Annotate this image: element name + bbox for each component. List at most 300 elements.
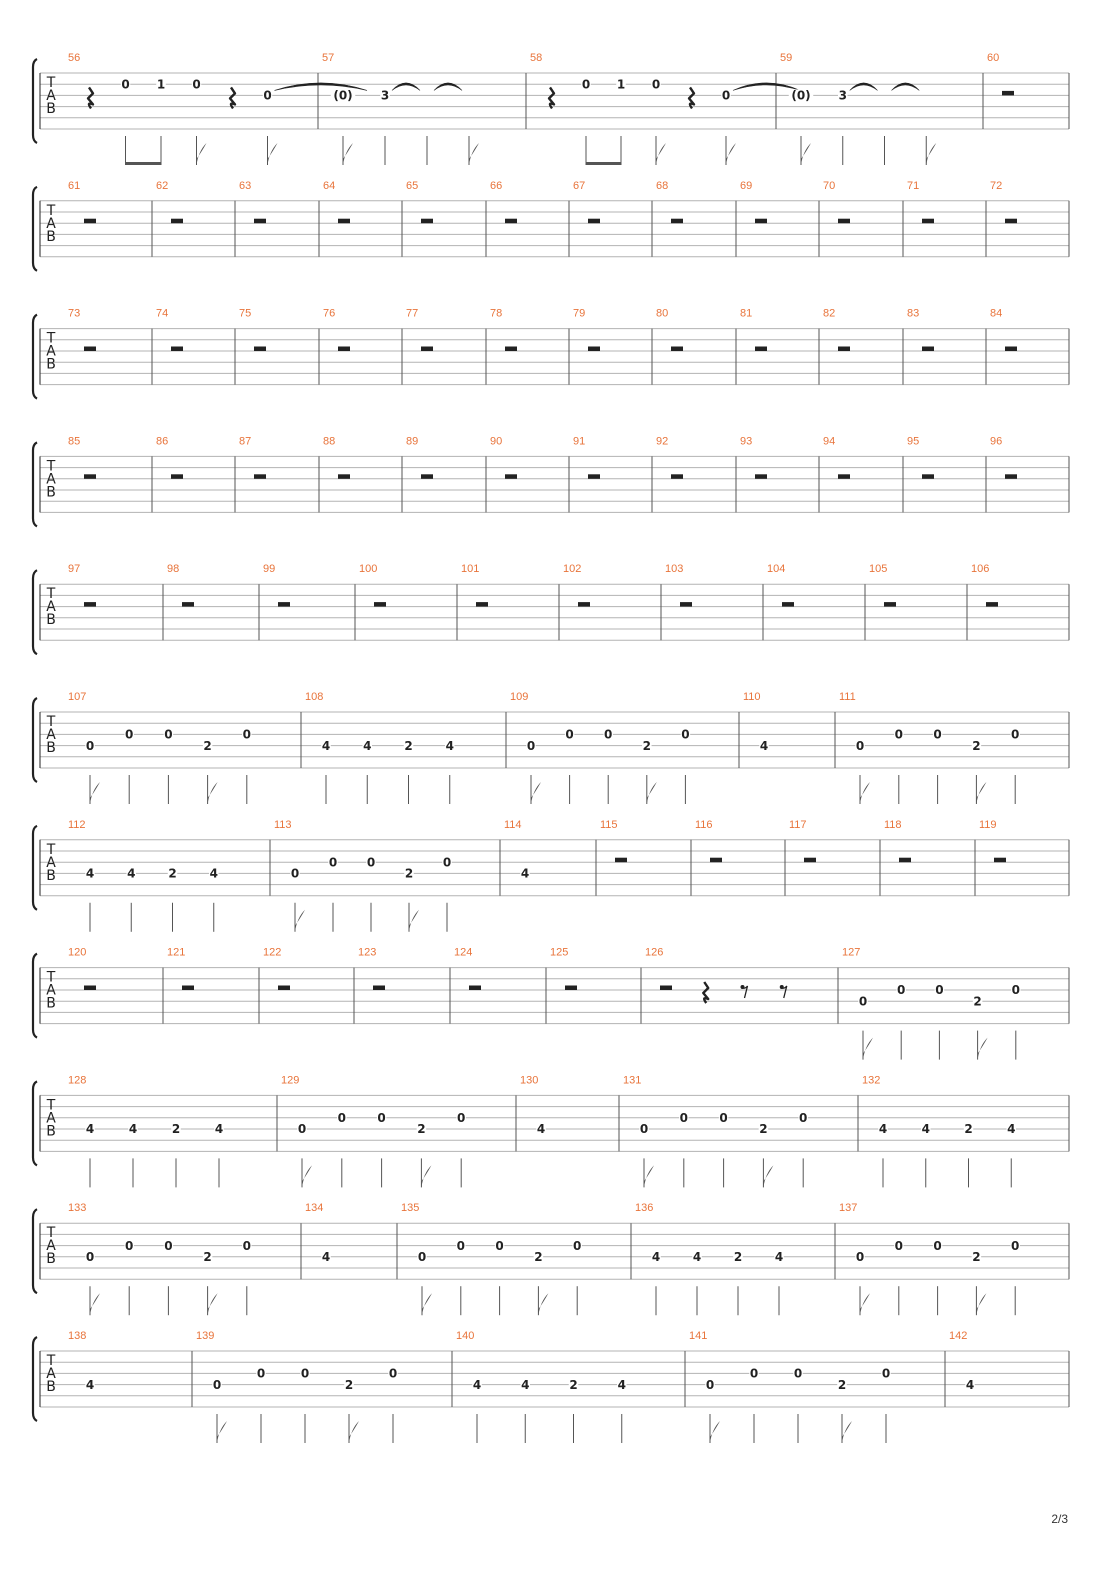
measure-number: 78	[490, 307, 503, 320]
half-rest	[171, 347, 183, 352]
fret-number: 4	[965, 1377, 975, 1392]
measure-number: 133	[68, 1202, 87, 1215]
fret-number: 3	[838, 88, 847, 103]
half-rest	[84, 986, 96, 991]
fret-number: 4	[214, 1122, 224, 1137]
fret-number: 0	[894, 727, 903, 742]
measure-number: 80	[656, 307, 669, 320]
half-rest	[588, 347, 600, 352]
system-bracket	[33, 187, 37, 271]
beam	[126, 162, 162, 165]
half-rest	[421, 219, 433, 224]
measure	[842, 947, 1069, 1060]
fret-number: 0	[417, 1250, 427, 1264]
fret-number: 3	[380, 88, 390, 103]
measure-number: 104	[767, 563, 786, 576]
system-bracket	[33, 1081, 37, 1165]
measure-number: 72	[990, 179, 1003, 192]
half-rest	[338, 474, 350, 479]
half-rest	[374, 602, 386, 607]
fret-number: 0	[242, 727, 251, 742]
tab-clef-letter: B	[46, 1123, 56, 1140]
measure-number: 88	[323, 435, 336, 448]
fret-number: 0	[565, 727, 574, 742]
eighth-flag	[208, 782, 218, 804]
measure-number: 99	[263, 563, 276, 576]
fret-number: 2	[569, 1377, 578, 1392]
fret-number: 2	[417, 1122, 426, 1137]
measure	[322, 52, 526, 165]
measure-number: 119	[979, 818, 997, 831]
eighth-flag	[295, 910, 305, 932]
tab-clef-letter: T	[46, 841, 56, 858]
half-rest	[838, 474, 850, 479]
eighth-flag	[302, 1165, 312, 1187]
measure-number: 61	[68, 179, 81, 192]
measure-number: 73	[68, 307, 81, 320]
tab-clef-letter: T	[46, 458, 56, 475]
fret-number: 2	[964, 1122, 973, 1137]
quarter-rest	[689, 87, 694, 108]
measure-number: 94	[823, 435, 836, 448]
tab-clef-letter: A	[46, 599, 56, 616]
fret-number: 0	[749, 1366, 759, 1381]
eighth-flag	[538, 1293, 548, 1315]
half-rest	[182, 602, 194, 607]
fret-number: 2	[534, 1250, 543, 1264]
measure	[68, 52, 367, 165]
tab-clef-letter: A	[46, 854, 56, 871]
measure	[635, 1202, 835, 1315]
measure-number: 117	[789, 818, 807, 831]
half-rest	[254, 347, 266, 352]
half-rest	[338, 219, 350, 224]
system-bracket	[33, 698, 37, 782]
measure-number: 103	[665, 563, 684, 576]
measure-number: 90	[490, 435, 503, 448]
half-rest	[588, 474, 600, 479]
tab-clef-letter: A	[46, 1238, 56, 1255]
fret-number: 4	[445, 738, 454, 753]
measure-number: 131	[623, 1074, 642, 1087]
tab-system	[33, 1074, 1069, 1187]
measure-number: 135	[401, 1202, 420, 1215]
half-rest	[505, 219, 517, 224]
measure-number: 121	[167, 946, 186, 959]
fret-number: 2	[642, 738, 651, 753]
fret-number: 4	[363, 738, 372, 753]
measure	[68, 691, 301, 804]
tab-system	[33, 947, 1069, 1060]
half-rest	[578, 602, 590, 607]
measure-number: 60	[987, 52, 1000, 64]
tab-clef-letter: B	[46, 867, 56, 884]
fret-number: 0	[442, 855, 452, 870]
tab-clef-letter: T	[46, 714, 56, 730]
measure	[780, 52, 983, 165]
tab-clef-letter: B	[46, 356, 56, 373]
system-bracket	[33, 954, 37, 1038]
measure	[68, 1202, 301, 1315]
measure-number: 128	[68, 1074, 87, 1087]
fret-number: 2	[203, 1250, 212, 1264]
measure-number: 112	[68, 818, 86, 831]
system-bracket	[33, 570, 37, 654]
half-rest	[1005, 347, 1017, 352]
measure-number: 86	[156, 435, 169, 448]
measure-number: 79	[573, 307, 586, 320]
fret-number: 1	[156, 77, 166, 92]
system-bracket	[33, 826, 37, 910]
half-rest	[1002, 91, 1014, 96]
half-rest	[671, 347, 683, 352]
half-rest	[469, 986, 481, 991]
measure-number: 91	[573, 435, 586, 448]
half-rest	[922, 347, 934, 352]
eighth-rest	[742, 986, 748, 998]
tab-clef-letter: T	[46, 75, 56, 91]
fret-number: 0	[604, 727, 613, 742]
fret-number: 0	[388, 1366, 398, 1381]
fret-number: 0	[495, 1238, 504, 1253]
fret-number: 4	[85, 1122, 95, 1137]
fret-number: 0	[192, 77, 201, 92]
fret-number: 0	[793, 1366, 803, 1381]
measure-number: 66	[490, 179, 503, 192]
fret-number: 0	[933, 727, 942, 742]
quarter-rest	[549, 87, 554, 108]
half-rest	[84, 219, 96, 224]
eighth-flag	[90, 782, 100, 804]
tab-clef-letter: A	[46, 727, 56, 743]
eighth-rest	[781, 986, 787, 998]
tab-clef-letter: A	[46, 982, 56, 999]
half-rest	[254, 219, 266, 224]
fret-number: 0	[651, 77, 661, 92]
fret-number: 0	[121, 77, 130, 92]
fret-number: 4	[536, 1122, 546, 1137]
measure-number: 113	[274, 818, 292, 831]
measure	[274, 819, 500, 932]
measure-number: 89	[406, 435, 419, 448]
fret-number: 0	[581, 77, 591, 92]
measure-number: 87	[239, 435, 252, 448]
measure-number: 109	[510, 691, 529, 703]
half-rest	[84, 602, 96, 607]
half-rest	[922, 219, 934, 224]
system-bracket	[33, 1337, 37, 1421]
measure-number: 142	[949, 1330, 968, 1342]
tab-system	[33, 819, 1069, 932]
eighth-flag	[349, 1421, 359, 1443]
half-rest	[615, 858, 627, 863]
fret-number: 0	[639, 1122, 649, 1137]
fret-number: 2	[972, 1250, 981, 1264]
measure-number: 111	[839, 691, 856, 703]
half-rest	[278, 602, 290, 607]
half-rest	[899, 858, 911, 863]
half-rest	[476, 602, 488, 607]
half-rest	[171, 219, 183, 224]
system-bracket	[33, 442, 37, 526]
eighth-flag	[801, 143, 811, 165]
fret-number: 4	[209, 866, 218, 881]
measure	[862, 1074, 1069, 1187]
eighth-flag	[863, 1038, 873, 1060]
half-rest	[505, 347, 517, 352]
eighth-flag	[208, 1293, 218, 1315]
half-rest	[84, 347, 96, 352]
tab-clef-letter: B	[46, 612, 56, 629]
measure-number: 120	[68, 946, 87, 959]
measure-number: 83	[907, 307, 920, 320]
measure-number: 122	[263, 946, 282, 959]
measure-number: 77	[406, 307, 419, 320]
measure-number: 93	[740, 435, 753, 448]
beam	[586, 162, 621, 165]
tab-clef-letter: T	[46, 1353, 56, 1369]
measure-number: 126	[645, 946, 664, 959]
half-rest	[1005, 474, 1017, 479]
half-rest	[804, 858, 816, 863]
fret-number: 2	[972, 738, 981, 753]
tab-clef-letter: T	[46, 1225, 56, 1242]
tab-clef-letter: B	[46, 101, 56, 117]
measure-number: 105	[869, 563, 888, 576]
fret-number: 0	[855, 1250, 865, 1264]
half-rest	[782, 602, 794, 607]
tab-clef-letter: A	[46, 1110, 56, 1127]
fret-number: 0	[85, 738, 95, 753]
measure	[510, 691, 739, 804]
tab-clef-letter: T	[46, 1097, 56, 1114]
fret-number: 4	[878, 1122, 888, 1137]
measure-number: 127	[842, 946, 861, 959]
measure-number: 136	[635, 1202, 654, 1215]
fret-number: 0	[1011, 983, 1020, 998]
fret-number: 4	[321, 1250, 331, 1264]
measure	[456, 1330, 685, 1443]
fret-number: 0	[573, 1238, 582, 1253]
fret-number: 0	[721, 88, 731, 103]
fret-number: 0	[164, 727, 173, 742]
fret-number: 4	[774, 1250, 784, 1264]
tab-clef-letter: T	[46, 202, 56, 219]
measure-number: 75	[239, 307, 252, 320]
half-rest	[421, 474, 433, 479]
measure-number: 118	[884, 818, 902, 831]
measure-number: 65	[406, 179, 419, 192]
fret-number: 0	[1011, 727, 1020, 742]
fret-number: 0	[328, 855, 338, 870]
fret-number: 2	[171, 1122, 181, 1137]
measure-number: 57	[322, 52, 335, 64]
measure	[196, 1330, 452, 1443]
measure-number: 100	[359, 563, 378, 576]
measure-number: 67	[573, 179, 586, 192]
eighth-flag	[90, 1293, 100, 1315]
half-rest	[588, 219, 600, 224]
fret-number: 0	[256, 1366, 266, 1381]
eighth-flag	[422, 1293, 432, 1315]
half-rest	[505, 474, 517, 479]
measure	[839, 1202, 1069, 1315]
fret-number: 2	[404, 738, 413, 753]
fret-number: 0	[799, 1111, 808, 1125]
fret-number: (0)	[791, 88, 811, 103]
eighth-flag	[842, 1421, 852, 1443]
fret-number: 2	[973, 994, 982, 1009]
measure-number: 141	[689, 1330, 708, 1342]
eighth-flag	[409, 910, 419, 932]
measure-number: 63	[239, 179, 252, 192]
fret-number: 1	[616, 77, 626, 92]
half-rest	[278, 986, 290, 991]
measure-number: 130	[520, 1074, 539, 1087]
measure-number: 84	[990, 307, 1003, 320]
eighth-flag	[860, 782, 870, 804]
eighth-flag	[644, 1165, 654, 1187]
half-rest	[671, 474, 683, 479]
fret-number: 0	[681, 727, 690, 742]
measure-number: 96	[990, 435, 1003, 448]
half-rest	[755, 474, 767, 479]
measure	[839, 691, 1069, 804]
fret-number: 0	[935, 983, 944, 998]
half-rest	[182, 986, 194, 991]
eighth-flag	[926, 143, 936, 165]
measure-number: 98	[167, 563, 180, 576]
fret-number: 0	[242, 1238, 251, 1253]
measure-number: 138	[68, 1330, 87, 1342]
measure-number: 70	[823, 179, 836, 192]
tab-clef-letter: A	[46, 471, 56, 488]
fret-number: 2	[759, 1122, 768, 1137]
tab-system	[33, 563, 1069, 654]
measure-number: 82	[823, 307, 836, 320]
half-rest	[710, 858, 722, 863]
measure-number: 115	[600, 818, 618, 831]
tab-clef-letter: A	[46, 88, 56, 104]
measure	[305, 691, 506, 804]
measure	[68, 1074, 277, 1187]
eighth-flag	[217, 1421, 227, 1443]
fret-number: 0	[366, 855, 376, 870]
measure-number: 68	[656, 179, 669, 192]
tab-clef-letter: B	[46, 228, 56, 245]
measure-number: 123	[358, 946, 377, 959]
measure-number: 97	[68, 563, 81, 576]
measure-number: 69	[740, 179, 753, 192]
eighth-flag	[531, 782, 541, 804]
eighth-flag	[469, 143, 479, 165]
fret-number: 0	[290, 866, 300, 881]
fret-number: 0	[377, 1111, 386, 1125]
measure-number: 92	[656, 435, 669, 448]
fret-number: 4	[651, 1250, 661, 1264]
fret-number: 0	[933, 1238, 942, 1253]
fret-number: 2	[344, 1377, 354, 1392]
system-bracket	[33, 59, 37, 143]
measure-number: 95	[907, 435, 920, 448]
fret-number: 0	[164, 1238, 173, 1253]
tab-clef-letter: B	[46, 995, 56, 1012]
measure-number: 110	[743, 691, 761, 703]
measure-number: 125	[550, 946, 569, 959]
measure-number: 58	[530, 52, 543, 64]
eighth-flag	[726, 143, 736, 165]
half-rest	[171, 474, 183, 479]
measure-number: 76	[323, 307, 336, 320]
tab-clef-letter: A	[46, 1366, 56, 1382]
half-rest	[373, 986, 385, 991]
fret-number: 2	[404, 866, 414, 881]
tab-clef-letter: B	[46, 1379, 56, 1395]
eighth-flag	[197, 143, 207, 165]
tab-system	[33, 1202, 1069, 1315]
fret-number: 4	[520, 866, 530, 881]
fret-number: 0	[457, 1111, 466, 1125]
fret-number: 4	[85, 1377, 95, 1392]
tab-system	[33, 1330, 1069, 1443]
measure-number: 108	[305, 691, 324, 703]
tab-clef-letter: B	[46, 1251, 56, 1268]
fret-number: 2	[168, 866, 177, 881]
half-rest	[884, 602, 896, 607]
measure-number: 59	[780, 52, 793, 64]
measure-number: 85	[68, 435, 81, 448]
eighth-flag	[978, 1038, 988, 1060]
tab-system	[33, 691, 1069, 804]
half-rest	[338, 347, 350, 352]
measure-number: 81	[740, 307, 753, 320]
eighth-flag	[647, 782, 657, 804]
fret-number: 0	[705, 1377, 715, 1392]
fret-number: 4	[759, 738, 769, 753]
fret-number: 0	[526, 738, 536, 753]
page-number: 2/3	[1051, 1512, 1068, 1526]
tab-clef-letter: A	[46, 215, 56, 232]
fret-number: 0	[858, 994, 868, 1009]
quarter-rest	[703, 982, 708, 1003]
measure-number: 56	[68, 52, 81, 64]
fret-number: 0	[300, 1366, 310, 1381]
tab-clef-letter: T	[46, 330, 56, 347]
fret-number: 0	[125, 727, 134, 742]
tab-system	[33, 308, 1069, 399]
fret-number: 0	[456, 1238, 465, 1253]
half-rest	[838, 219, 850, 224]
measure-number: 116	[695, 818, 713, 831]
half-rest	[660, 986, 672, 991]
measure-number: 137	[839, 1202, 858, 1215]
fret-number: 4	[921, 1122, 930, 1137]
fret-number: 0	[855, 738, 865, 753]
tab-clef-letter: T	[46, 969, 56, 986]
half-rest	[421, 347, 433, 352]
measure-number: 107	[68, 691, 87, 703]
tab-system	[33, 180, 1069, 271]
eighth-flag	[421, 1165, 431, 1187]
half-rest	[565, 986, 577, 991]
tab-clef-letter: B	[46, 484, 56, 501]
half-rest	[755, 347, 767, 352]
tab-clef-letter: B	[46, 740, 56, 756]
half-rest	[838, 347, 850, 352]
measure-number: 62	[156, 179, 169, 192]
half-rest	[84, 474, 96, 479]
fret-number: 0	[1011, 1238, 1020, 1253]
